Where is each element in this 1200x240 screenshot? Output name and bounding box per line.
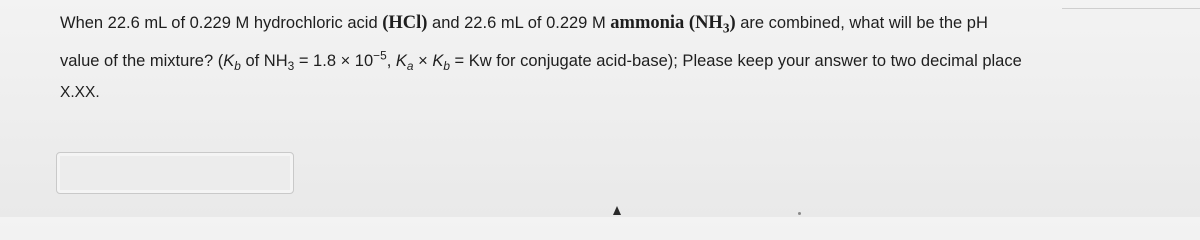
question-line-1: When 22.6 mL of 0.229 M hydrochloric acid (HCl) and 22.6 mL of 0.229 M ammonia $(NH_3)$ are combined, what will be the pH — [60, 13, 988, 36]
kb-symbol: $K_b$ — [223, 52, 241, 74]
ka-symbol: $K_a$ — [395, 52, 414, 74]
dust-dot — [798, 212, 801, 215]
question-line-2: value of the mixture? ($K_b$ of $NH_3 = 1.8 \times 10^{-5}$, $K_a \times K_b = Kw$ for conjugate acid-base); Please keep your answer to two decimal place — [60, 48, 1022, 74]
mouse-cursor-icon — [613, 206, 621, 215]
answer-input[interactable] — [56, 152, 294, 194]
kb-symbol-2: $K_b$ — [432, 52, 450, 74]
hcl-formula: (HCl) — [382, 13, 428, 33]
answer-format-hint: X.XX. — [60, 84, 100, 101]
ammonia-formula: ammonia $(NH_3)$ — [610, 13, 736, 36]
question-text — [60, 4, 1190, 112]
